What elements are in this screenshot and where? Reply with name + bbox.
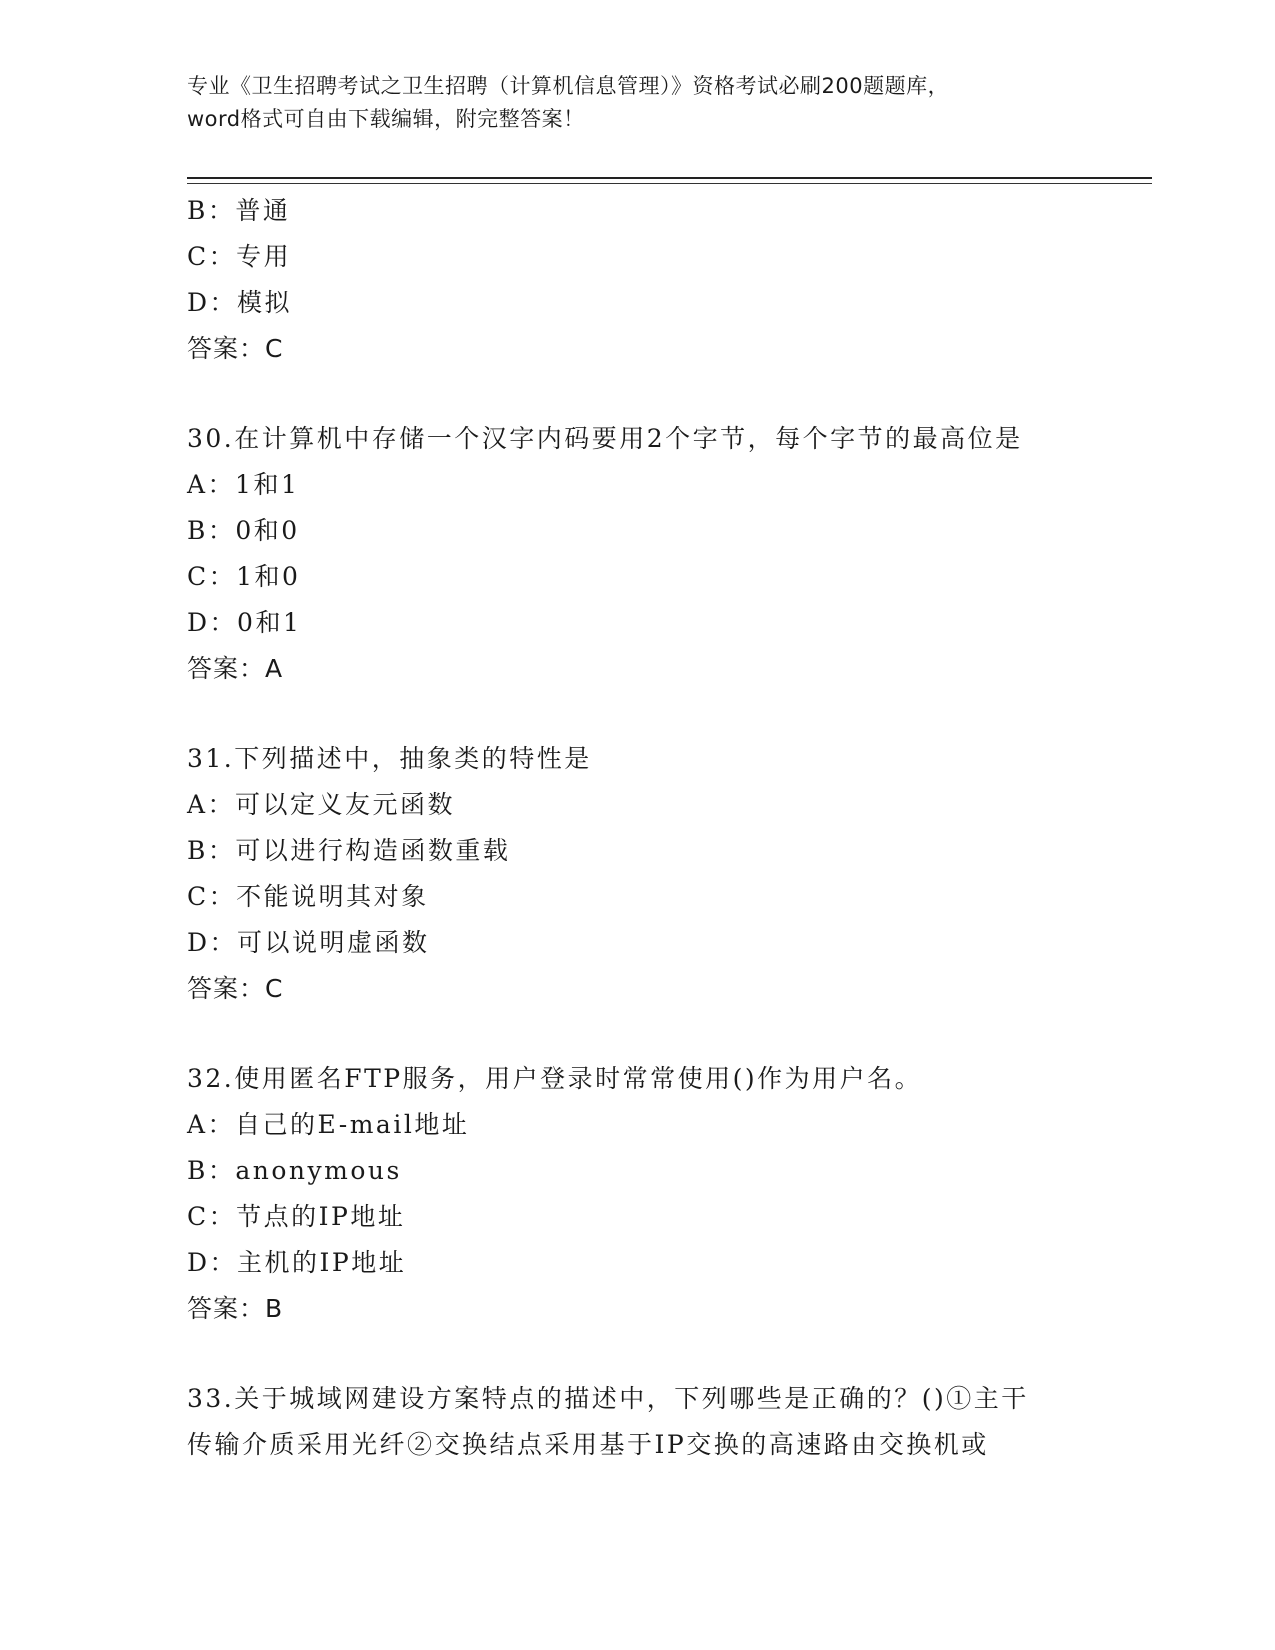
option-a: A：可以定义友元函数 (187, 790, 456, 819)
option-b: B：anonymous (187, 1156, 402, 1185)
question-block-32 (187, 1056, 1147, 1332)
option-d: D：主机的IP地址 (187, 1248, 407, 1277)
option-c: C：专用 (187, 242, 292, 271)
spacer (187, 372, 1147, 416)
spacer (187, 1332, 1147, 1376)
option-a: A：自己的E-mail地址 (187, 1110, 470, 1139)
question-block-31 (187, 736, 1147, 1012)
option-d: D：0和1 (187, 608, 302, 637)
header-title-line-1: 专业《卫生招聘考试之卫生招聘（计算机信息管理）》资格考试必刷200题题库， (187, 74, 950, 98)
option-a: A：1和1 (187, 470, 300, 499)
question-block-33 (187, 1376, 1147, 1468)
option-d: D：可以说明虚函数 (187, 928, 430, 957)
answer-line: 答案：C (187, 334, 284, 363)
document-header (187, 70, 1087, 136)
question-stem-line-1: 33.关于城域网建设方案特点的描述中，下列哪些是正确的？()①主干 (187, 1384, 1029, 1413)
answer-line: 答案：C (187, 974, 284, 1003)
spacer (187, 1012, 1147, 1056)
question-stem: 31.下列描述中，抽象类的特性是 (187, 744, 592, 773)
question-list (187, 188, 1147, 1468)
answer-line: 答案：A (187, 654, 284, 683)
header-rule-thick (187, 177, 1152, 179)
option-b: B：可以进行构造函数重载 (187, 836, 511, 865)
header-rule-thin (187, 183, 1152, 184)
option-d: D：模拟 (187, 288, 293, 317)
question-stem: 30.在计算机中存储一个汉字内码要用2个字节，每个字节的最高位是 (187, 424, 1023, 453)
option-b: B：0和0 (187, 516, 300, 545)
answer-line: 答案：B (187, 1294, 284, 1323)
option-c: C：不能说明其对象 (187, 882, 429, 911)
question-stem: 32.使用匿名FTP服务，用户登录时常常使用()作为用户名。 (187, 1064, 923, 1093)
header-title-line-2: word格式可自由下载编辑，附完整答案！ (187, 107, 585, 131)
option-c: C：节点的IP地址 (187, 1202, 406, 1231)
question-block-29 (187, 188, 1147, 372)
question-stem-line-2: 传输介质采用光纤②交换结点采用基于IP交换的高速路由交换机或 (187, 1430, 989, 1459)
spacer (187, 692, 1147, 736)
question-block-30 (187, 416, 1147, 692)
option-b: B：普通 (187, 196, 291, 225)
option-c: C：1和0 (187, 562, 301, 591)
